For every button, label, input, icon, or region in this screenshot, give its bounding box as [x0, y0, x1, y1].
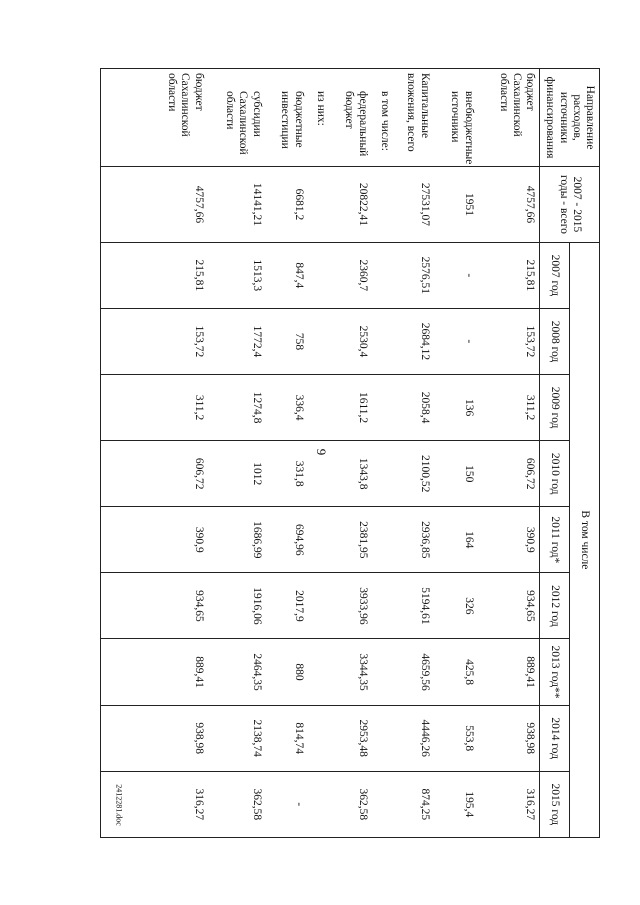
table-cell: 606,72 — [100, 441, 207, 507]
header-year: 2007 год — [540, 242, 570, 308]
table-row — [308, 69, 330, 838]
table-cell: 390,9 — [100, 507, 207, 573]
cell-total: 20822,41 — [330, 167, 372, 243]
table-row — [478, 69, 540, 838]
row-label: внебюджетные источники — [434, 69, 478, 167]
table-cell: 362,58 — [330, 771, 372, 837]
header-year: 2014 год — [540, 705, 570, 771]
table-cell — [372, 771, 394, 837]
table-cell: 215,81 — [478, 242, 540, 308]
row-label: бюджет Сахалинской области — [100, 69, 207, 167]
table-cell: 606,72 — [478, 441, 540, 507]
table-row — [208, 69, 266, 838]
rotated-table-wrapper — [120, 68, 600, 838]
table-cell: 164 — [434, 507, 478, 573]
table-cell: 934,65 — [478, 573, 540, 639]
row-label: федеральный бюджет — [330, 69, 372, 167]
table-cell: 136 — [434, 375, 478, 441]
table-cell — [308, 507, 330, 573]
table-cell — [372, 507, 394, 573]
table-cell: - — [434, 242, 478, 308]
table-cell: 2138,74 — [208, 705, 266, 771]
table-cell: 889,41 — [100, 639, 207, 705]
table-cell — [308, 573, 330, 639]
table-cell: 331,8 — [266, 441, 308, 507]
table-cell: 758 — [266, 308, 308, 374]
header-group: В том числе — [569, 242, 599, 837]
table-cell — [308, 639, 330, 705]
table-cell: 311,2 — [100, 375, 207, 441]
table-cell — [372, 441, 394, 507]
table-cell: 2530,4 — [330, 308, 372, 374]
table-row — [394, 69, 434, 838]
header-year: 2011 год* — [540, 507, 570, 573]
table-cell — [372, 308, 394, 374]
table-cell: 2464,35 — [208, 639, 266, 705]
table-cell: 3933,96 — [330, 573, 372, 639]
table-cell: 2684,12 — [394, 308, 434, 374]
page-number: 9 — [314, 448, 329, 456]
row-label: субсидии Сахалинской области — [208, 69, 266, 167]
table-cell — [308, 308, 330, 374]
table-cell: 215,81 — [100, 242, 207, 308]
cell-total: 27531,07 — [394, 167, 434, 243]
table-cell: 153,72 — [478, 308, 540, 374]
table-cell: 2017,9 — [266, 573, 308, 639]
table-cell: 4659,56 — [394, 639, 434, 705]
table-cell: 880 — [266, 639, 308, 705]
table-cell: 336,4 — [266, 375, 308, 441]
table-cell: 5194,61 — [394, 573, 434, 639]
table-cell — [308, 242, 330, 308]
cell-total: 14141,21 — [208, 167, 266, 243]
table-cell — [372, 639, 394, 705]
header-total: 2007 - 2015 годы - всего — [540, 167, 600, 243]
table-cell: 4446,26 — [394, 705, 434, 771]
header-year: 2013 год** — [540, 639, 570, 705]
table-cell — [372, 242, 394, 308]
table-row — [100, 69, 207, 838]
table-cell: 1611,2 — [330, 375, 372, 441]
table-cell: - — [266, 771, 308, 837]
table-cell — [372, 573, 394, 639]
cell-total: 4757,66 — [478, 167, 540, 243]
header-direction: Направление расходов, источники финансирования — [540, 69, 600, 167]
table-cell: 390,9 — [478, 507, 540, 573]
table-cell: - — [434, 308, 478, 374]
header-year: 2010 год — [540, 441, 570, 507]
table-cell: 889,41 — [478, 639, 540, 705]
row-label: из них: — [308, 69, 330, 167]
table-cell: 938,98 — [478, 705, 540, 771]
cell-total: 1951 — [434, 167, 478, 243]
header-year: 2009 год — [540, 375, 570, 441]
table-row — [434, 69, 478, 838]
table-row — [330, 69, 372, 838]
table-cell — [372, 705, 394, 771]
table-cell: 2936,85 — [394, 507, 434, 573]
table-cell: 2058,4 — [394, 375, 434, 441]
table-cell: 311,2 — [478, 375, 540, 441]
table-cell: 2953,48 — [330, 705, 372, 771]
table-cell: 2100,52 — [394, 441, 434, 507]
row-label: бюджетные инвестиции — [266, 69, 308, 167]
table-cell: 150 — [434, 441, 478, 507]
table-cell: 3344,35 — [330, 639, 372, 705]
table-cell: 694,96 — [266, 507, 308, 573]
table-row — [266, 69, 308, 838]
table-cell: 1343,8 — [330, 441, 372, 507]
table-cell: 938,98 — [100, 705, 207, 771]
row-label: Капитальные вложения, всего — [394, 69, 434, 167]
header-year: 2015 год — [540, 771, 570, 837]
table-cell: 195,4 — [434, 771, 478, 837]
header-row-1 — [569, 69, 599, 838]
table-cell: 1772,4 — [208, 308, 266, 374]
table-cell: 316,27 — [478, 771, 540, 837]
table-cell: 553,8 — [434, 705, 478, 771]
table-cell: 1012 — [208, 441, 266, 507]
cell-total: 4757,66 — [100, 167, 207, 243]
table-cell: 1916,06 — [208, 573, 266, 639]
table-cell — [308, 771, 330, 837]
table-cell: 874,25 — [394, 771, 434, 837]
table-cell: 326 — [434, 573, 478, 639]
header-year: 2012 год — [540, 573, 570, 639]
financing-table — [100, 68, 600, 838]
table-cell: 316,27 — [100, 771, 207, 837]
table-cell — [308, 441, 330, 507]
table-cell — [308, 375, 330, 441]
table-cell: 814,74 — [266, 705, 308, 771]
table-cell: 2360,7 — [330, 242, 372, 308]
cell-total — [308, 167, 330, 243]
table-cell: 1513,3 — [208, 242, 266, 308]
table-cell: 2576,51 — [394, 242, 434, 308]
table-cell: 847,4 — [266, 242, 308, 308]
cell-total — [372, 167, 394, 243]
row-label: бюджет Сахалинской области — [478, 69, 540, 167]
table-cell: 2381,95 — [330, 507, 372, 573]
table-cell: 425,8 — [434, 639, 478, 705]
table-cell: 934,65 — [100, 573, 207, 639]
table-cell: 1274,8 — [208, 375, 266, 441]
table-cell: 153,72 — [100, 308, 207, 374]
table-cell — [372, 375, 394, 441]
row-label: в том числе: — [372, 69, 394, 167]
table-cell: 362,58 — [208, 771, 266, 837]
header-year: 2008 год — [540, 308, 570, 374]
cell-total: 6681,2 — [266, 167, 308, 243]
table-cell — [308, 705, 330, 771]
footer-filename: 2412281.doc — [114, 784, 124, 826]
table-row — [372, 69, 394, 838]
table-cell: 1686,99 — [208, 507, 266, 573]
